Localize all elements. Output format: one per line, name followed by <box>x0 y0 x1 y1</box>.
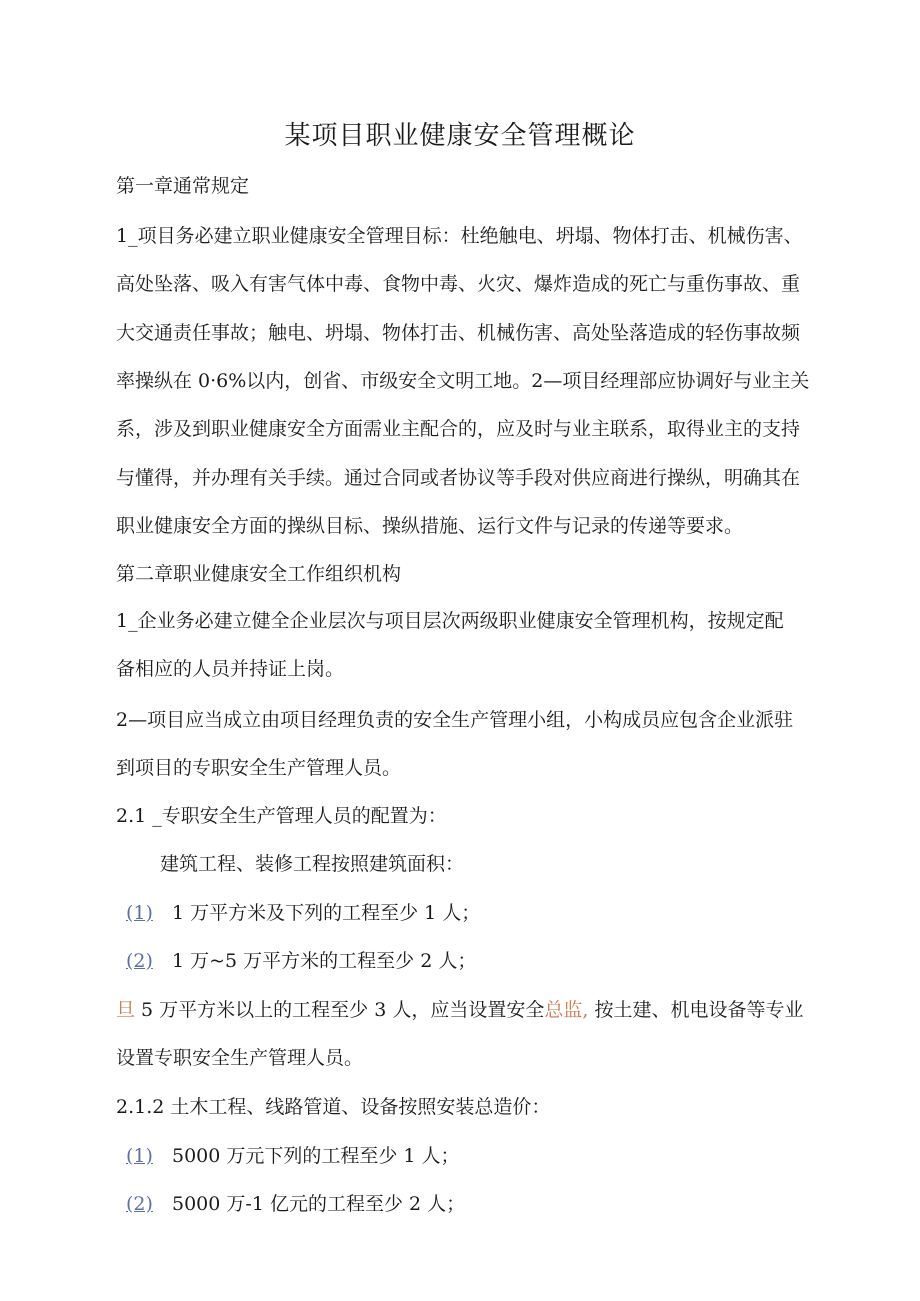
chapter-1-heading: 第一章通常规定 <box>116 175 250 197</box>
document-title: 某项目职业健康安全管理概论 <box>284 121 636 151</box>
paragraph-1-line-1: 1_项目务必建立职业健康安全管理目标：杜绝触电、坍塌、物体打击、机械伤害、 <box>116 225 803 247</box>
paragraph-3-line-1: 2—项目应当成立由项目经理负责的安全生产管理小组，小构成员应包含企业派驻 <box>116 709 794 731</box>
list-item-number: (2) <box>126 950 153 972</box>
paragraph-1-line-6: 与懂得，并办理有关手续。通过合同或者协议等手段对供应商进行操纵，明确其在 <box>116 467 801 489</box>
paragraph-2-line-1: 1_企业务必建立健全企业层次与项目层次两级职业健康安全管理机构，按规定配 <box>116 610 784 632</box>
list-item-number: (1) <box>126 902 153 924</box>
paragraph-1-line-5: 系，涉及到职业健康安全方面需业主配合的，应及时与业主联系，取得业主的支持 <box>116 418 801 440</box>
paragraph-1-line-4: 率操纵在 0·6%以内，创省、市级安全文明工地。2—项目经理部应协调好与业主关 <box>116 370 810 392</box>
paragraph-3-line-2: 到项目的专职安全生产管理人员。 <box>116 757 402 779</box>
list-item <box>126 1142 460 1170</box>
list-item-text: 1 万~5 万平方米的工程至少 2 人； <box>172 950 477 972</box>
list-item-text: 5000 万-1 亿元的工程至少 2 人； <box>172 1193 466 1215</box>
chapter-2-heading: 第二章职业健康安全工作组织机构 <box>116 563 402 585</box>
list-item-number: (2) <box>126 1193 153 1215</box>
paragraph-4-lead-glyph: 旦 <box>116 999 136 1021</box>
paragraph-4-line-2: 设置专职安全生产管理人员。 <box>116 1047 364 1069</box>
list-item <box>126 899 480 927</box>
paragraph-4-text: 5 万平方米以上的工程至少 3 人，应当设置安全 <box>135 999 545 1021</box>
paragraph-4-tail: 按土建、机电设备等专业 <box>588 999 804 1021</box>
paragraph-2-line-2: 备相应的人员并持证上岗。 <box>116 658 345 680</box>
section-2-1-heading: 2.1 _专职安全生产管理人员的配置为： <box>116 805 447 827</box>
paragraph-1-line-7: 职业健康安全方面的操纵目标、操纵措施、运行文件与记录的传递等要求。 <box>116 515 744 537</box>
list-item-number: (1) <box>126 1145 153 1167</box>
section-2-1-subheading: 建筑工程、装修工程按照建筑面积： <box>160 853 465 875</box>
list-item-text: 5000 万元下列的工程至少 1 人； <box>172 1145 460 1167</box>
list-item <box>126 1190 465 1218</box>
list-item <box>126 947 476 975</box>
paragraph-4-line-1 <box>116 996 803 1024</box>
section-2-1-2-heading: 2.1.2 土木工程、线路管道、设备按照安装总造价： <box>116 1096 551 1118</box>
paragraph-1-line-2: 高处坠落、吸入有害气体中毒、食物中毒、火灾、爆炸造成的死亡与重伤事故、重 <box>116 273 801 295</box>
paragraph-1-line-3: 大交通责任事故；触电、坍塌、物体打击、机械伤害、高处坠落造成的轻伤事故频 <box>116 322 801 344</box>
paragraph-4-highlight: 总监, <box>544 999 589 1021</box>
list-item-text: 1 万平方米及下列的工程至少 1 人； <box>172 902 481 924</box>
